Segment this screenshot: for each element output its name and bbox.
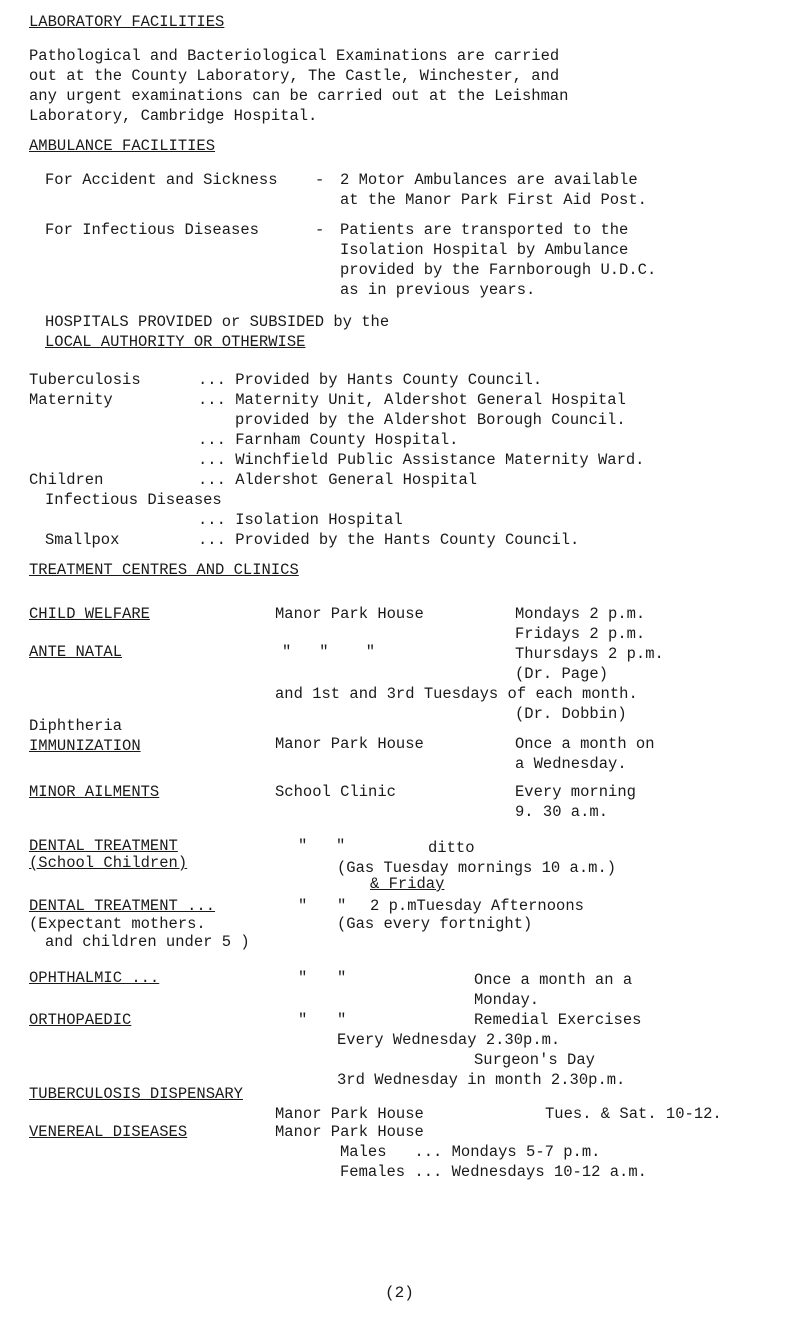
surgeons-day: Surgeon's Day <box>474 1051 595 1069</box>
manor-park-house: Manor Park House <box>275 605 424 623</box>
venereal-diseases-label: VENEREAL DISEASES <box>29 1123 188 1141</box>
ambulance-infectious-text-1: Patients are transported to the <box>340 221 629 239</box>
ambulance-infectious-text-4: as in previous years. <box>340 281 536 299</box>
dental-expectant-mothers: (Expectant mothers. <box>29 915 206 933</box>
ambulance-heading: AMBULANCE FACILITIES <box>29 137 216 155</box>
orthopaedic-label: ORTHOPAEDIC <box>29 1011 132 1029</box>
hospital-row-label: Infectious Diseases <box>45 491 222 509</box>
lab-line-4: Laboratory, Cambridge Hospital. <box>29 107 318 125</box>
ambulance-infectious-text-2: Isolation Hospital by Ambulance <box>340 241 629 259</box>
dental-children-under-5: and children under 5 ) <box>45 933 250 951</box>
ambulance-accident-label: For Accident and Sickness <box>45 171 278 189</box>
hospital-row-text: provided by the Aldershot Borough Council. <box>235 411 626 429</box>
tuesdays-schedule: and 1st and 3rd Tuesdays of each month. <box>275 685 638 703</box>
ditto-mark: " <box>298 837 308 855</box>
hospital-row-text: ... Maternity Unit, Aldershot General Hospital <box>198 391 626 409</box>
dr-dobbin: (Dr. Dobbin) <box>515 705 627 723</box>
hospital-row-text: ... Winchfield Public Assistance Maternity Ward. <box>198 451 645 469</box>
minor-ailments-label: MINOR AILMENTS <box>29 783 160 801</box>
once-month-monday: Once a month an a <box>474 971 633 989</box>
fridays-time: Fridays 2 p.m. <box>515 625 646 643</box>
hospitals-heading-1: HOSPITALS PROVIDED or SUBSIDED by the <box>45 313 390 331</box>
ditto-mark: " <box>337 1011 347 1029</box>
manor-park-house: Manor Park House <box>275 735 424 753</box>
dental-treatment-label: DENTAL TREATMENT <box>29 837 178 855</box>
ditto-marks: " " " <box>282 643 376 661</box>
hospital-row-label: Maternity <box>29 391 113 409</box>
a-wednesday: a Wednesday. <box>515 755 627 773</box>
gas-tuesday: (Gas Tuesday mornings 10 a.m.) <box>337 859 617 877</box>
ditto-mark: " <box>298 1011 308 1029</box>
ambulance-infectious-text-3: provided by the Farnborough U.D.C. <box>340 261 657 279</box>
child-welfare-label: CHILD WELFARE <box>29 605 150 623</box>
hospital-row-text: ... Aldershot General Hospital <box>198 471 478 489</box>
diphtheria-label: Diphtheria <box>29 717 123 735</box>
ditto-mark: " <box>336 837 346 855</box>
ambulance-accident-dash: - <box>315 171 325 189</box>
manor-park-house: Manor Park House <box>275 1105 424 1123</box>
and-friday: & Friday <box>370 875 445 893</box>
lab-line-3: any urgent examinations can be carried out at the Leishman <box>29 87 569 105</box>
hospital-row-label: Tuberculosis <box>29 371 141 389</box>
males-hours: Males ... Mondays 5-7 p.m. <box>340 1143 601 1161</box>
females-hours: Females ... Wednesdays 10-12 a.m. <box>340 1163 647 1181</box>
hospital-row-label: Children <box>29 471 104 489</box>
immunization-label: IMMUNIZATION <box>29 737 141 755</box>
lab-line-2: out at the County Laboratory, The Castle, Winchester, and <box>29 67 560 85</box>
school-clinic: School Clinic <box>275 783 396 801</box>
ditto-mark: " <box>337 969 347 987</box>
hospitals-heading-2: LOCAL AUTHORITY OR OTHERWISE <box>45 333 306 351</box>
ophthalmic-label: OPHTHALMIC ... <box>29 969 160 987</box>
lab-line-1: Pathological and Bacteriological Examinations are carried <box>29 47 560 65</box>
once-month: Once a month on <box>515 735 655 753</box>
dental-treatment-label-2: DENTAL TREATMENT ... <box>29 897 216 915</box>
ambulance-infectious-label: For Infectious Diseases <box>45 221 259 239</box>
hospital-row-text: ... Isolation Hospital <box>198 511 403 529</box>
dental-school-children: (School Children) <box>29 854 188 872</box>
tues-sat-hours: Tues. & Sat. 10-12. <box>545 1105 722 1123</box>
ditto-word: ditto <box>428 839 475 857</box>
tuberculosis-dispensary-label: TUBERCULOSIS DISPENSARY <box>29 1085 243 1103</box>
monday: Monday. <box>474 991 540 1009</box>
hospital-row-label: Smallpox <box>45 531 120 549</box>
every-wednesday: Every Wednesday 2.30p.m. <box>337 1031 561 1049</box>
ambulance-accident-text-2: at the Manor Park First Aid Post. <box>340 191 647 209</box>
remedial-exercises: Remedial Exercises <box>474 1011 642 1029</box>
treatment-heading: TREATMENT CENTRES AND CLINICS <box>29 561 299 579</box>
ambulance-infectious-dash: - <box>315 221 325 239</box>
third-wednesday: 3rd Wednesday in month 2.30p.m. <box>337 1071 626 1089</box>
hospital-row-text: ... Provided by the Hants County Council. <box>198 531 580 549</box>
thursdays-time: Thursdays 2 p.m. <box>515 645 664 663</box>
hospital-row-text: ... Provided by Hants County Council. <box>198 371 543 389</box>
page-number: (2) <box>385 1284 414 1302</box>
manor-park-house: Manor Park House <box>275 1123 424 1141</box>
hospital-row-text: ... Farnham County Hospital. <box>198 431 459 449</box>
mondays-time: Mondays 2 p.m. <box>515 605 646 623</box>
ditto-mark: " <box>337 897 347 915</box>
ambulance-accident-text-1: 2 Motor Ambulances are available <box>340 171 638 189</box>
gas-fortnight: (Gas every fortnight) <box>337 915 533 933</box>
ditto-mark: " <box>298 969 308 987</box>
ante-natal-label: ANTE NATAL <box>29 643 123 661</box>
tuesday-afternoons: 2 p.mTuesday Afternoons <box>370 897 584 915</box>
ditto-mark: " <box>298 897 308 915</box>
dr-page: (Dr. Page) <box>515 665 609 683</box>
nine-thirty: 9. 30 a.m. <box>515 803 609 821</box>
every-morning: Every morning <box>515 783 636 801</box>
lab-heading: LABORATORY FACILITIES <box>29 13 225 31</box>
